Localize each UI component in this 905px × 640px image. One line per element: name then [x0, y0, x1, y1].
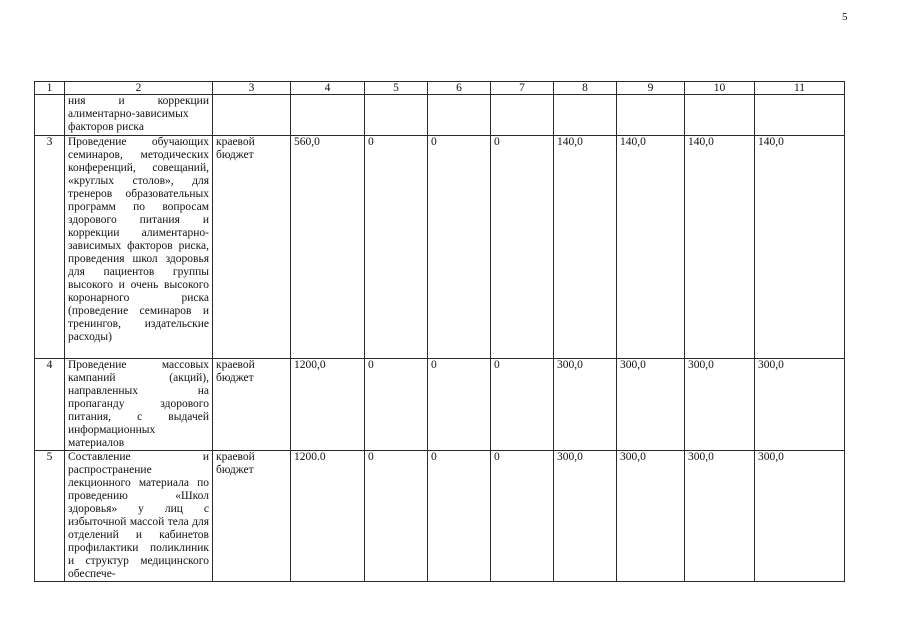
column-header: 2: [65, 82, 213, 95]
amount-col6: 0: [428, 359, 491, 451]
table-row: [35, 136, 845, 359]
amount-col5: [365, 95, 428, 136]
amount-col8: 300,0: [554, 359, 617, 451]
amount-col5: 0: [365, 136, 428, 359]
amount-total: 560,0: [291, 136, 365, 359]
amount-col8: [554, 95, 617, 136]
activity-name: Проведение обучающих семинаров, методических конференций, совещаний, «круглых столов», для тренеров образовательных программ по вопросам здорового питания и коррекции алиментарно-зависимых факторов риска, проведения школ здоровья для пациентов группы высокого и очень высокого коронарного риска (проведение семинаров и тренингов, издательские расходы): [65, 136, 213, 359]
amount-col7: 0: [491, 136, 554, 359]
amount-col11: 300,0: [755, 451, 845, 582]
amount-col10: [685, 95, 755, 136]
amount-col10: 300,0: [685, 451, 755, 582]
funding-source: краевой бюджет: [213, 136, 291, 359]
column-header: 11: [755, 82, 845, 95]
amount-total: [291, 95, 365, 136]
amount-col8: 140,0: [554, 136, 617, 359]
column-header: 7: [491, 82, 554, 95]
amount-col6: [428, 95, 491, 136]
column-header: 6: [428, 82, 491, 95]
row-number: 5: [35, 451, 65, 582]
column-header: 8: [554, 82, 617, 95]
column-header: 4: [291, 82, 365, 95]
amount-col7: 0: [491, 359, 554, 451]
amount-col9: 140,0: [617, 136, 685, 359]
table-row: [35, 359, 845, 451]
column-header: 3: [213, 82, 291, 95]
amount-col10: 140,0: [685, 136, 755, 359]
amount-col10: 300,0: [685, 359, 755, 451]
amount-col8: 300,0: [554, 451, 617, 582]
funding-source: краевой бюджет: [213, 359, 291, 451]
amount-col11: 140,0: [755, 136, 845, 359]
funding-source: краевой бюджет: [213, 451, 291, 582]
column-header: 9: [617, 82, 685, 95]
amount-col7: [491, 95, 554, 136]
amount-col11: 300,0: [755, 359, 845, 451]
amount-col5: 0: [365, 451, 428, 582]
amount-col9: 300,0: [617, 359, 685, 451]
budget-table: [34, 81, 845, 582]
amount-col6: 0: [428, 136, 491, 359]
row-number: 4: [35, 359, 65, 451]
funding-source: [213, 95, 291, 136]
column-header: 10: [685, 82, 755, 95]
activity-name: ния и коррекции алиментарно-зависимых факторов риска: [65, 95, 213, 136]
amount-col11: [755, 95, 845, 136]
row-number: [35, 95, 65, 136]
amount-total: 1200.0: [291, 451, 365, 582]
row-number: 3: [35, 136, 65, 359]
column-number-row: [35, 82, 845, 95]
amount-col9: [617, 95, 685, 136]
page-number: 5: [842, 11, 848, 23]
column-header: 1: [35, 82, 65, 95]
column-header: 5: [365, 82, 428, 95]
amount-total: 1200,0: [291, 359, 365, 451]
amount-col5: 0: [365, 359, 428, 451]
amount-col9: 300,0: [617, 451, 685, 582]
table-row: [35, 451, 845, 582]
activity-name: Проведение массовых кампаний (акций), направленных на пропаганду здорового питания, с выдачей информационных материалов: [65, 359, 213, 451]
activity-name: Составление и распространение лекционного материала по проведению «Школ здоровья» у лиц с избыточной массой тела для отделений и кабинетов профилактики поликлиник и структур медицинского обеспече-: [65, 451, 213, 582]
amount-col6: 0: [428, 451, 491, 582]
table-row: [35, 95, 845, 136]
amount-col7: 0: [491, 451, 554, 582]
